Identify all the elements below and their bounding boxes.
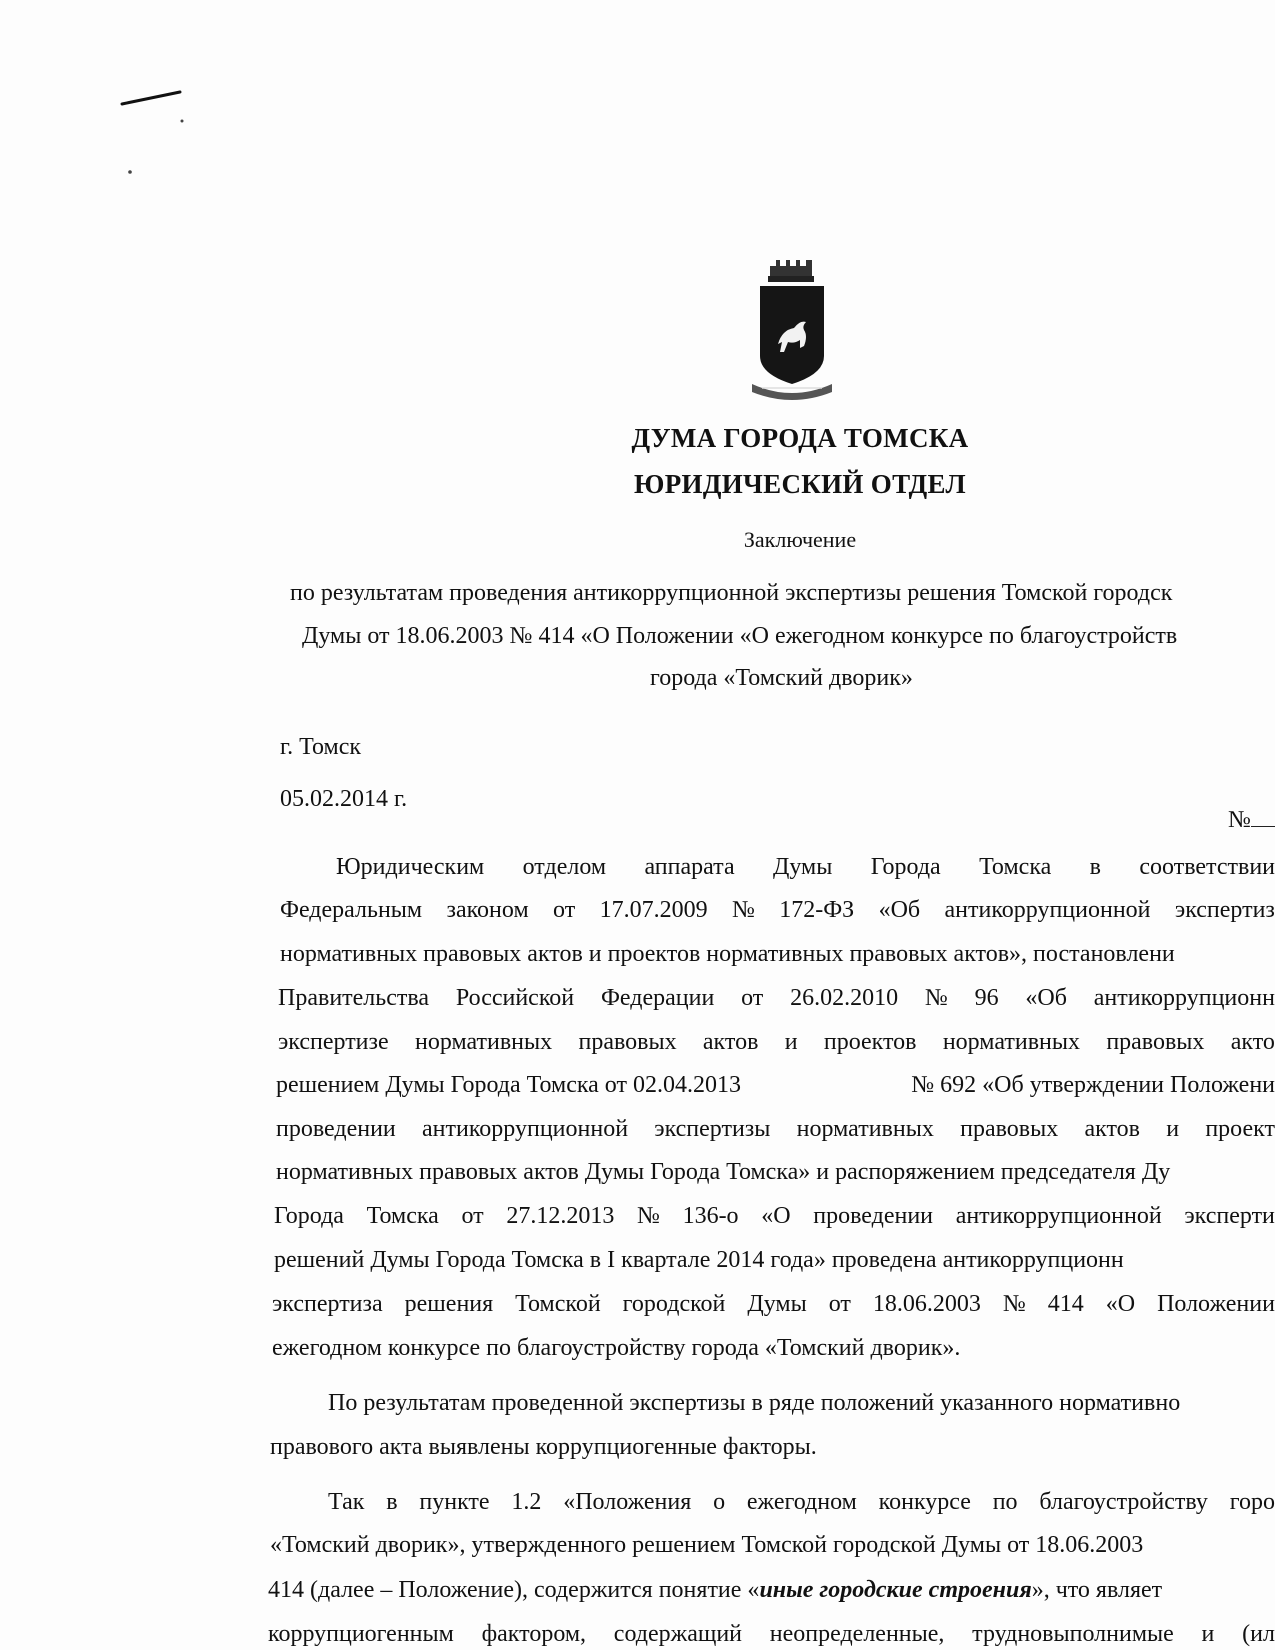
body-line [268, 1578, 1162, 1602]
line-text: решений Думы Города Томска в I квартале 2014 года» проведена антикоррупционн [274, 1247, 1124, 1273]
body-line [328, 1391, 1180, 1415]
word: № [731, 897, 755, 923]
line-text: 414 (далее – Положение), содержится понятие « [268, 1577, 760, 1603]
word: от [461, 1203, 484, 1229]
body-line [278, 1030, 1275, 1054]
scan-pen-mark [120, 86, 200, 186]
word: конкурсе [878, 1489, 971, 1515]
word: нормативных [942, 1029, 1080, 1055]
body-line [274, 1248, 1124, 1272]
word: в [1089, 854, 1101, 880]
word: Федеральным [280, 897, 423, 923]
word: Города [870, 854, 941, 880]
word: аппарата [644, 854, 735, 880]
word: № [1002, 1291, 1026, 1317]
word: проект [1205, 1116, 1275, 1142]
word: 27.12.2013 [506, 1203, 615, 1229]
word: проведении [276, 1116, 396, 1142]
word: экспертиз [1174, 897, 1275, 923]
word: благоустройству [1039, 1489, 1208, 1515]
word: Российской [455, 985, 575, 1011]
word: правовых [1106, 1029, 1205, 1055]
body-line [276, 1160, 1170, 1184]
word: 136-о [682, 1203, 739, 1229]
word: «Положения [563, 1489, 692, 1515]
word: правовых [960, 1116, 1059, 1142]
word: Положении [1157, 1291, 1275, 1317]
subject-line-3: города «Томский дворик» [650, 665, 913, 691]
word: трудновыполнимые [972, 1621, 1174, 1647]
word: коррупциогенным [268, 1621, 454, 1647]
word: акто [1230, 1029, 1275, 1055]
line-segment: решением Думы Города Томска от 02.04.2013 [276, 1072, 741, 1098]
line-text: правового акта выявлены коррупциогенные факторы. [270, 1434, 817, 1460]
word: «Об [1025, 985, 1067, 1011]
word: правовых [578, 1029, 677, 1055]
word: № [636, 1203, 660, 1229]
word: 18.06.2003 [872, 1291, 981, 1317]
tomsk-coat-of-arms-icon [742, 256, 842, 406]
line-text: », что являет [1031, 1577, 1163, 1603]
word: Думы [772, 854, 833, 880]
word: эксперти [1184, 1203, 1275, 1229]
word: Так [328, 1489, 365, 1515]
word: ежегодном [746, 1489, 857, 1515]
body-line [274, 1204, 1275, 1228]
document-date: 05.02.2014 г. [280, 786, 408, 812]
word: и [1166, 1116, 1180, 1142]
word: Города [274, 1203, 344, 1229]
document-number [1228, 807, 1275, 834]
word: актов [1084, 1116, 1140, 1142]
word: антикоррупционн [1093, 985, 1275, 1011]
body-line [270, 1435, 817, 1459]
word: решения [404, 1291, 494, 1317]
body-line [276, 1073, 1275, 1097]
word: экспертиза [272, 1291, 383, 1317]
subject-line-2: Думы от 18.06.2003 № 414 «О Положении «О ежегодном конкурсе по благоустройств [302, 623, 1178, 649]
line-text: нормативных правовых актов и проектов нормативных правовых актов», постановлени [280, 941, 1175, 967]
word: горо [1229, 1489, 1275, 1515]
body-line [272, 1292, 1275, 1316]
body-line [278, 986, 1275, 1010]
word: пункте [419, 1489, 490, 1515]
word: от [553, 897, 576, 923]
line-text: нормативных правовых актов Думы Города Томска» и распоряжением председателя Ду [276, 1159, 1171, 1185]
word: 26.02.2010 [790, 985, 899, 1011]
document-place: г. Томск [280, 734, 362, 760]
word: Думы [747, 1291, 807, 1317]
word: от [828, 1291, 851, 1317]
department-name: ЮРИДИЧЕСКИЙ ОТДЕЛ [634, 469, 966, 499]
word: и [784, 1029, 798, 1055]
organization-name: ДУМА ГОРОДА ТОМСКА [631, 423, 969, 453]
word: «О [1105, 1291, 1136, 1317]
word: проведении [813, 1203, 934, 1229]
word: в [386, 1489, 398, 1515]
word: антикоррупционной [422, 1116, 629, 1142]
word: Правительства [278, 985, 430, 1011]
word: содержащий [613, 1621, 743, 1647]
word: законом [446, 897, 529, 923]
word: 17.07.2009 [599, 897, 708, 923]
body-line [276, 1117, 1275, 1141]
word: городской [622, 1291, 726, 1317]
emphasized-term: иные городские строения [759, 1577, 1032, 1603]
handwritten-number-mark [1251, 808, 1275, 827]
line-text: По результатам проведенной экспертизы в ряде положений указанного нормативно [328, 1390, 1181, 1416]
word: по [992, 1489, 1018, 1515]
body-line [280, 898, 1275, 922]
document-type-title: Заключение [743, 527, 857, 552]
word: 414 [1047, 1291, 1084, 1317]
line-text: «Томский дворик», утвержденного решением Томской городской Думы от 18.06.2003 [270, 1532, 1144, 1558]
body-line [328, 1490, 1275, 1514]
body-line [268, 1622, 1275, 1646]
word: экспертизы [654, 1116, 771, 1142]
word: от [741, 985, 764, 1011]
word: неопределенные, [769, 1621, 945, 1647]
word: нормативных [796, 1116, 934, 1142]
word: актов [702, 1029, 759, 1055]
word: экспертизе [278, 1029, 389, 1055]
word: фактором, [481, 1621, 587, 1647]
word: проектов [823, 1029, 917, 1055]
document-number-prefix: № [1228, 807, 1251, 833]
subject-line-1: по результатам проведения антикоррупционной экспертизы решения Томской городск [290, 580, 1173, 606]
word: Федерации [600, 985, 715, 1011]
word: нормативных [414, 1029, 553, 1055]
body-line [272, 1336, 960, 1360]
word: антикоррупционной [944, 897, 1151, 923]
word: 96 [974, 985, 999, 1011]
body-line [270, 1533, 1143, 1557]
word: Томской [515, 1291, 601, 1317]
word: «О [761, 1203, 791, 1229]
word: (ил [1242, 1621, 1275, 1647]
line-text: ежегодном конкурсе по благоустройству города «Томский дворик». [272, 1335, 961, 1361]
word: отделом [522, 854, 607, 880]
word: № [924, 985, 948, 1011]
word: 172-ФЗ [779, 897, 855, 923]
word: Томска [366, 1203, 439, 1229]
body-line [280, 942, 1175, 966]
line-segment: № 692 «Об утверждении Положени [911, 1072, 1275, 1098]
word: и [1201, 1621, 1215, 1647]
word: Юридическим [336, 854, 485, 880]
word: о [713, 1489, 726, 1515]
body-line [336, 855, 1275, 879]
word: «Об [878, 897, 921, 923]
word: Томска [979, 854, 1052, 880]
word: 1.2 [511, 1489, 542, 1515]
word: антикоррупционной [955, 1203, 1162, 1229]
word: соответствии [1139, 854, 1275, 880]
